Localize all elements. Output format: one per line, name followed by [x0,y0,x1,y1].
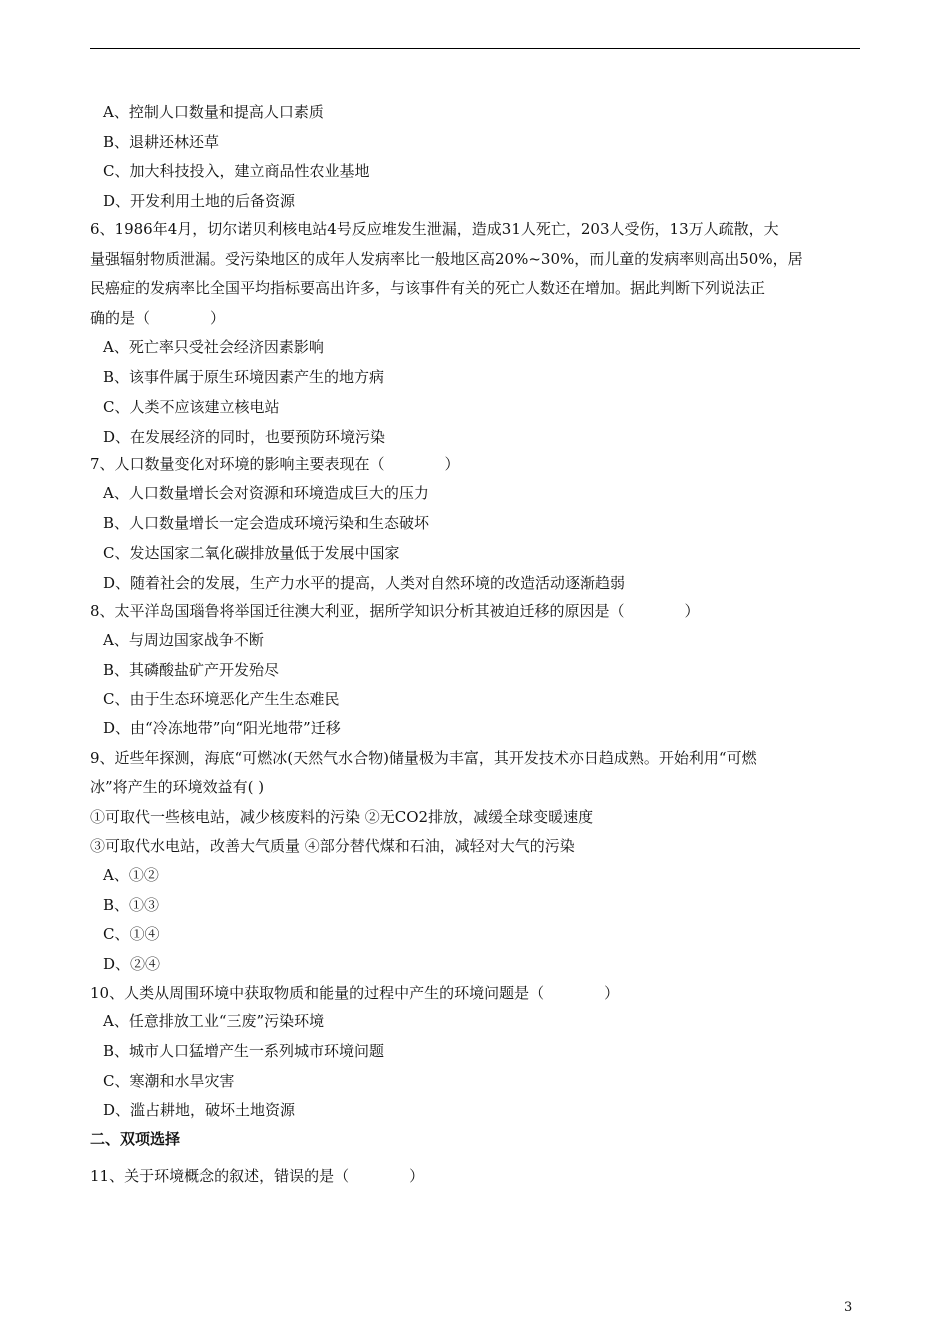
q6-option-a: A、死亡率只受社会经济因素影响 [103,338,324,356]
header-rule [90,48,860,49]
q10-option-c: C、寒潮和水旱灾害 [103,1072,235,1090]
q8-stem: 8、太平洋岛国瑙鲁将举国迁往澳大利亚，据所学知识分析其被迫迁移的原因是（ ） [90,602,700,620]
section-heading: 二、双项选择 [90,1130,181,1148]
q5-option-b: B、退耕还林还草 [103,133,220,151]
q9-statements-1: ①可取代一些核电站，减少核废料的污染 ②无CO2排放，减缓全球变暖速度 [90,808,594,826]
q11-stem: 11、关于环境概念的叙述，错误的是（ ） [90,1167,425,1185]
q9-stem-line-1: 9、近些年探测，海底“可燃冰(天然气水合物)储量极为丰富，其开发技术亦日趋成熟。开始利用“可燃 [90,749,757,767]
q6-option-d: D、在发展经济的同时，也要预防环境污染 [103,428,386,446]
q6-stem-line-1: 6、1986年4月，切尔诺贝利核电站4号反应堆发生泄漏，造成31人死亡，203人受伤，13万人疏散，大 [90,220,779,238]
q6-stem-line-2: 量强辐射物质泄漏。受污染地区的成年人发病率比一般地区高20%~30%，而儿童的发病率则高出50%，居 [90,250,803,268]
q6-option-c: C、人类不应该建立核电站 [103,398,280,416]
q8-option-c: C、由于生态环境恶化产生生态难民 [103,690,340,708]
q10-option-a: A、任意排放工业“三废”污染环境 [103,1012,325,1030]
q10-option-b: B、城市人口猛增产生一系列城市环境问题 [103,1042,385,1060]
q6-option-b: B、该事件属于原生环境因素产生的地方病 [103,368,385,386]
q8-option-b: B、其磷酸盐矿产开发殆尽 [103,661,280,679]
q7-stem: 7、人口数量变化对环境的影响主要表现在（ ） [90,455,460,473]
q9-option-b: B、①③ [103,896,160,914]
q7-option-d: D、随着社会的发展，生产力水平的提高，人类对自然环境的改造活动逐渐趋弱 [103,574,626,592]
q10-option-d: D、滥占耕地，破坏土地资源 [103,1101,296,1119]
q7-option-a: A、人口数量增长会对资源和环境造成巨大的压力 [103,484,429,502]
page-number: 3 [844,1300,853,1315]
q9-option-a: A、①② [103,866,159,884]
q9-option-d: D、②④ [103,955,161,973]
q10-stem: 10、人类从周围环境中获取物质和能量的过程中产生的环境问题是（ ） [90,984,620,1002]
q6-stem-line-3: 民癌症的发病率比全国平均指标要高出许多，与该事件有关的死亡人数还在增加。据此判断下列说法正 [90,279,766,297]
q5-option-d: D、开发利用土地的后备资源 [103,192,296,210]
q7-option-c: C、发达国家二氧化碳排放量低于发展中国家 [103,544,400,562]
q7-option-b: B、人口数量增长一定会造成环境污染和生态破坏 [103,514,430,532]
q9-statements-2: ③可取代水电站，改善大气质量 ④部分替代煤和石油，减轻对大气的污染 [90,837,575,855]
q8-option-d: D、由“冷冻地带”向“阳光地带”迁移 [103,719,341,737]
q5-option-a: A、控制人口数量和提高人口素质 [103,103,324,121]
q9-stem-line-2: 冰”将产生的环境效益有( ) [90,778,265,796]
q5-option-c: C、加大科技投入，建立商品性农业基地 [103,162,370,180]
q8-option-a: A、与周边国家战争不断 [103,631,264,649]
q9-option-c: C、①④ [103,925,160,943]
q6-stem-line-4: 确的是（ ） [90,309,226,327]
